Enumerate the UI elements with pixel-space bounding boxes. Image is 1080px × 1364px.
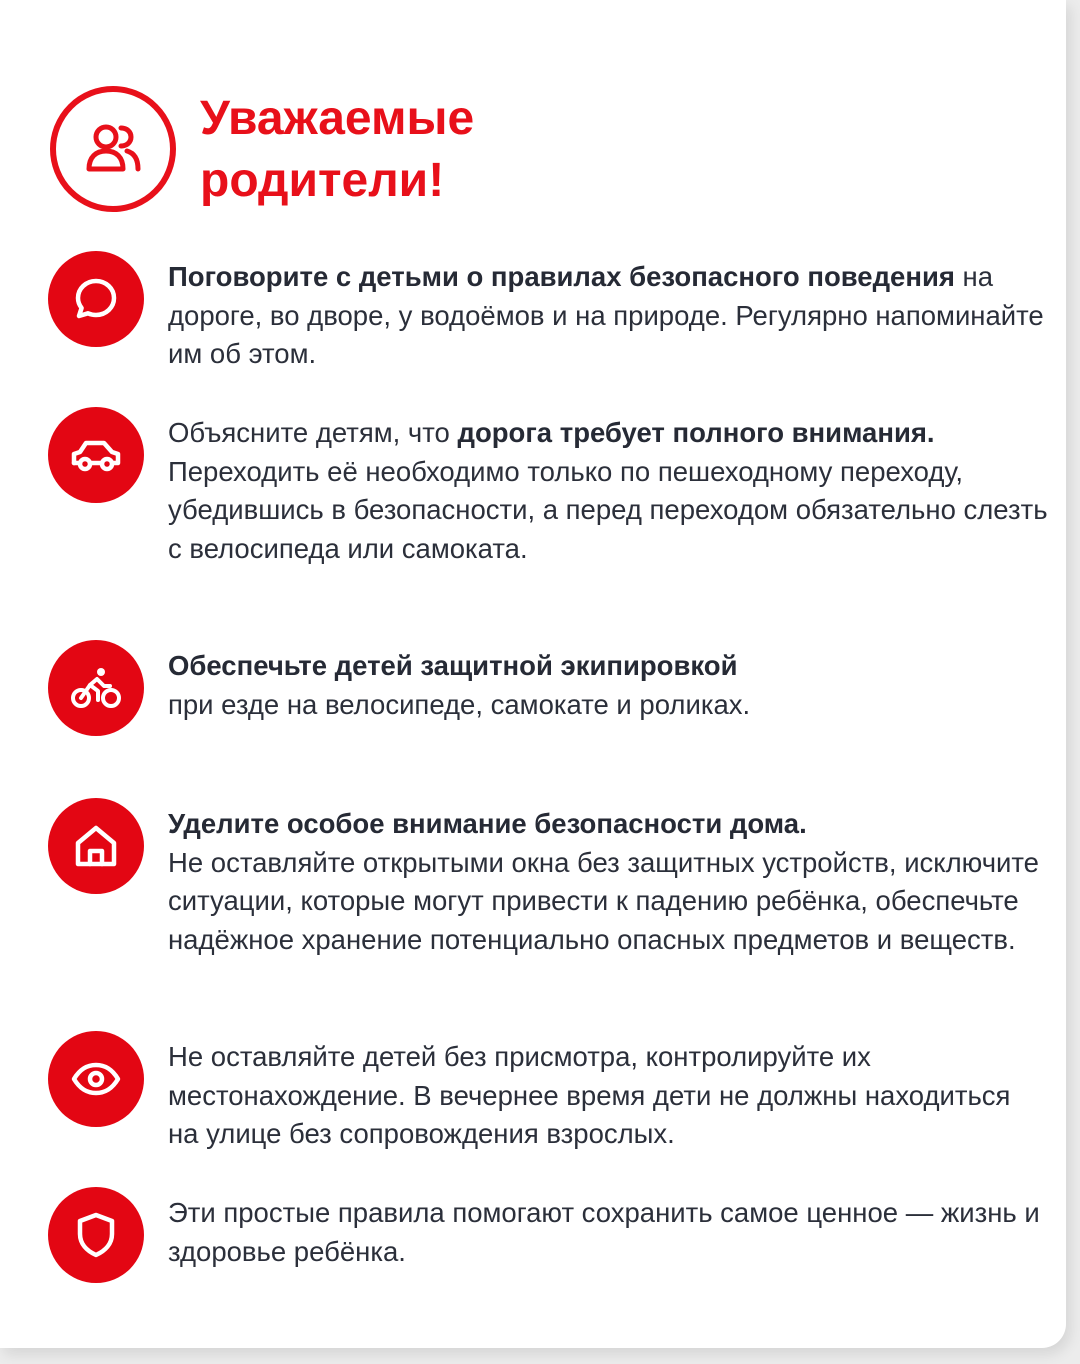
tip-body: Эти простые правила помогают сохранить самое ценное — жизнь и здоровье ребёнка. <box>168 1197 1040 1267</box>
tip-bold: Поговорите с детьми о правилах безопасного поведения <box>168 261 955 292</box>
users-icon <box>50 86 176 212</box>
tip-bold: Уделите особое внимание безопасности дома. <box>168 808 807 839</box>
title-line-1: Уважаемые <box>200 92 475 145</box>
tip-body: Переходить её необходимо только по пешеходному переходу, убедившись в безопасности, а перед переходом обязательно слезть с велосипеда или самоката. <box>168 455 1048 564</box>
tip-text <box>168 258 1048 374</box>
tip-bold: Обеспечьте детей защитной экипировкой <box>168 650 738 681</box>
tip-body: Не оставляйте детей без присмотра, контролируйте их местонахождение. В вечернее время дети не должны находиться на улице без сопровождения взрослых. <box>168 1041 1011 1149</box>
tip-text <box>168 647 1048 724</box>
page-title <box>200 88 620 212</box>
tip-text <box>168 1038 1048 1154</box>
car-icon <box>48 407 144 503</box>
tip-body: при езде на велосипеде, самокате и роликах. <box>168 688 751 720</box>
chat-bubble-icon <box>48 251 144 347</box>
tip-body: на дороге, во дворе, у водоёмов и на природе. Регулярно напоминайте им об этом. <box>168 261 1044 369</box>
tip-body: Не оставляйте открытыми окна без защитных устройств, исключите ситуации, которые могут привести к падению ребёнка, обеспечьте надёжное хранение потенциально опасных предметов и веществ. <box>168 846 1039 955</box>
eye-icon <box>48 1031 144 1127</box>
tip-text <box>168 805 1048 959</box>
home-icon <box>48 798 144 894</box>
title-line-2: родители! <box>200 154 445 207</box>
tip-text <box>168 1194 1048 1271</box>
cyclist-icon <box>48 640 144 736</box>
tip-bold: дорога требует полного внимания. <box>457 417 935 448</box>
tip-intro: Объясните детям, что <box>168 417 458 448</box>
shield-icon <box>48 1187 144 1283</box>
tip-text <box>168 414 1048 568</box>
